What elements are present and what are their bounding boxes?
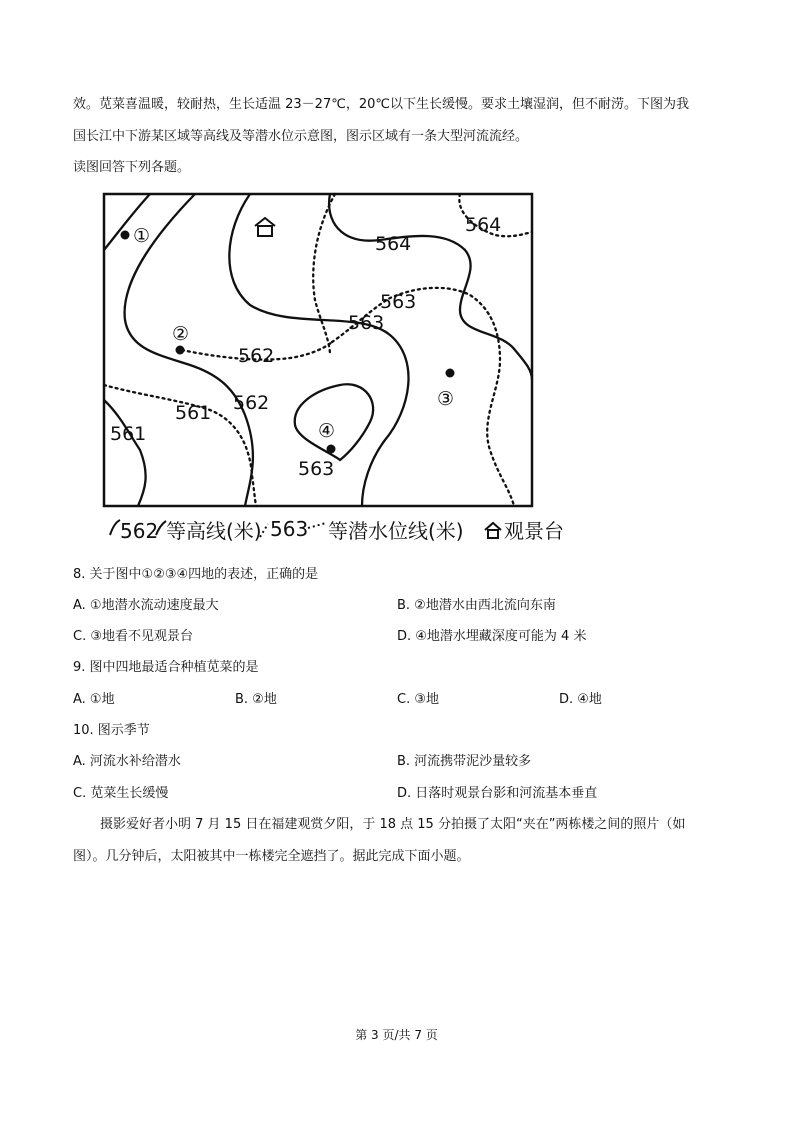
legend-contour-value: 562 (120, 519, 159, 543)
intro-line-1: 效。苋菜喜温暖，较耐热，生长适温 23－27℃，20℃以下生长缓慢。要求土壤湿润，但不耐涝。下图为我 (73, 97, 689, 112)
question-9-option-a: A. ①地 (73, 692, 115, 707)
page-footer: 第 3 页/共 7 页 (355, 1028, 438, 1042)
contour-label: 564 (375, 233, 412, 255)
question-8-option-b: B. ②地潜水由西北流向东南 (397, 598, 556, 613)
point-4-dot (327, 445, 336, 454)
question-8-option-c: C. ③地看不见观景台 (73, 629, 193, 644)
question-10-option-d: D. 日落时观景台影和河流基本垂直 (397, 786, 598, 801)
point-4-label: ④ (318, 420, 336, 442)
point-2-dot (176, 346, 185, 355)
contour-map-figure (100, 190, 592, 550)
legend-contour-text: 等高线(米) (166, 519, 262, 543)
contour-label: 562 (233, 392, 270, 414)
point-3-dot (446, 369, 455, 378)
question-9-option-d: D. ④地 (559, 692, 602, 707)
contour-label: 563 (348, 312, 385, 334)
question-9-option-b: B. ②地 (235, 692, 277, 707)
water-table-label: 564 (465, 214, 502, 236)
point-2-label: ② (172, 323, 190, 345)
contour-map-svg (100, 190, 592, 550)
intro-line-3: 读图回答下列各题。 (73, 160, 191, 175)
contour-label: 563 (298, 458, 335, 480)
legend-water-value: 563 (270, 517, 309, 541)
viewpoint-icon (255, 218, 275, 236)
intro-line-2: 国长江中下游某区域等高线及等潜水位示意图，图示区域有一条大型河流流经。 (73, 129, 529, 144)
question-8-stem: 8. 关于图中①②③④四地的表述，正确的是 (73, 567, 319, 582)
question-10-stem: 10. 图示季节 (73, 723, 150, 738)
question-10-option-c: C. 苋菜生长缓慢 (73, 786, 169, 801)
water-table-label: 563 (380, 291, 417, 313)
point-1-dot (121, 231, 130, 240)
legend-viewpoint-text: 观景台 (504, 519, 564, 543)
legend-viewpoint-icon (485, 523, 501, 538)
question-10-option-a: A. 河流水补给潜水 (73, 754, 181, 769)
passage-line-1: 摄影爱好者小明 7 月 15 日在福建观赏夕阳，于 18 点 15 分拍摄了太阳“夹在”两栋楼之间的照片（如 (100, 817, 686, 832)
map-legend (110, 517, 564, 543)
contour-line-561 (104, 400, 146, 506)
passage-line-2: 图）。几分钟后，太阳被其中一栋楼完全遮挡了。据此完成下面小题。 (73, 849, 470, 864)
question-9-option-c: C. ③地 (397, 692, 439, 707)
question-8-option-d: D. ④地潜水埋藏深度可能为 4 米 (397, 629, 587, 644)
contour-label: 561 (110, 423, 147, 445)
water-table-label: 562 (238, 345, 275, 367)
water-table-label: 561 (175, 402, 212, 424)
point-1-label: ① (133, 225, 151, 247)
question-9-stem: 9. 图中四地最适合种植苋菜的是 (73, 660, 259, 675)
question-10-option-b: B. 河流携带泥沙量较多 (397, 754, 532, 769)
question-8-option-a: A. ①地潜水流动速度最大 (73, 598, 219, 613)
point-3-label: ③ (437, 388, 455, 410)
legend-water-text: 等潜水位线(米) (328, 519, 464, 543)
